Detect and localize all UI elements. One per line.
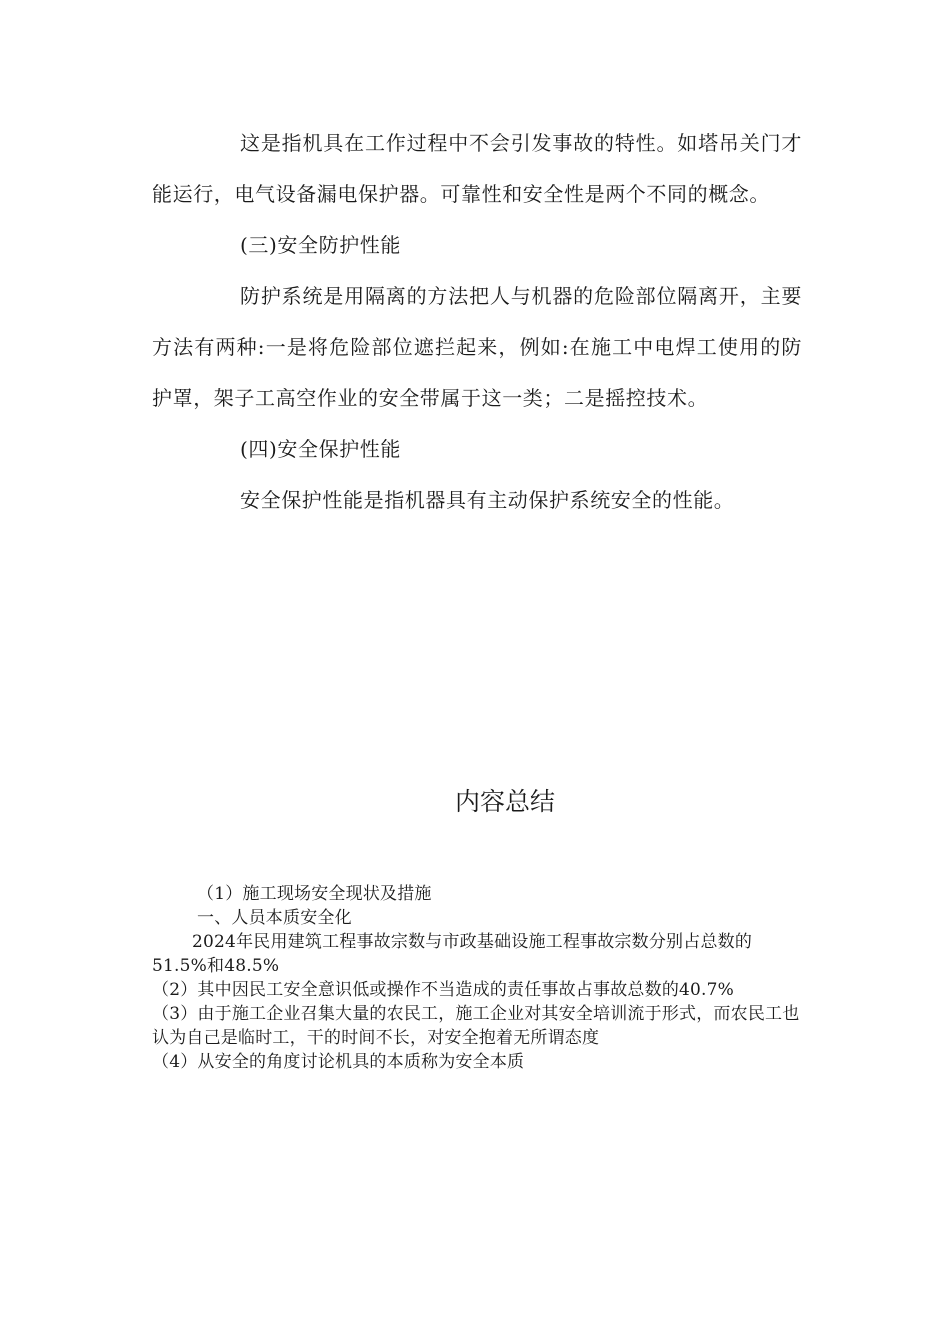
summary-item: （4）从安全的角度讨论机具的本质称为安全本质	[152, 1052, 525, 1072]
body-text	[152, 118, 802, 526]
summary-item: （3）由于施工企业召集大量的农民工，施工企业对其安全培训流于形式，而农民工也认为自己是临时工，干的时间不长，对安全抱着无所谓态度	[152, 1004, 800, 1048]
section-heading-3: (三)安全防护性能	[240, 233, 402, 257]
summary-item: （2）其中因民工安全意识低或操作不当造成的责任事故占事故总数的40.7%	[152, 980, 735, 1000]
section-heading-4: (四)安全保护性能	[240, 437, 402, 461]
paragraph-safety-protection: 安全保护性能是指机器具有主动保护系统安全的性能。	[240, 488, 735, 512]
summary-title: 内容总结	[454, 787, 555, 816]
summary-item: （1）施工现场安全现状及措施	[197, 884, 432, 904]
paragraph-reliability: 这是指机具在工作过程中不会引发事故的特性。如塔吊关门才能运行，电气设备漏电保护器。可靠性和安全性是两个不同的概念。	[152, 131, 802, 206]
summary-item: 一、人员本质安全化	[197, 908, 352, 928]
summary-list	[152, 882, 802, 1074]
summary-item: 2024年民用建筑工程事故宗数与市政基础设施工程事故宗数分别占总数的51.5%和48.5%	[152, 932, 753, 976]
paragraph-protection: 防护系统是用隔离的方法把人与机器的危险部位隔离开，主要方法有两种:一是将危险部位遮拦起来，例如:在施工中电焊工使用的防护罩，架子工高空作业的安全带属于这一类；二是摇控技术。	[152, 284, 802, 410]
